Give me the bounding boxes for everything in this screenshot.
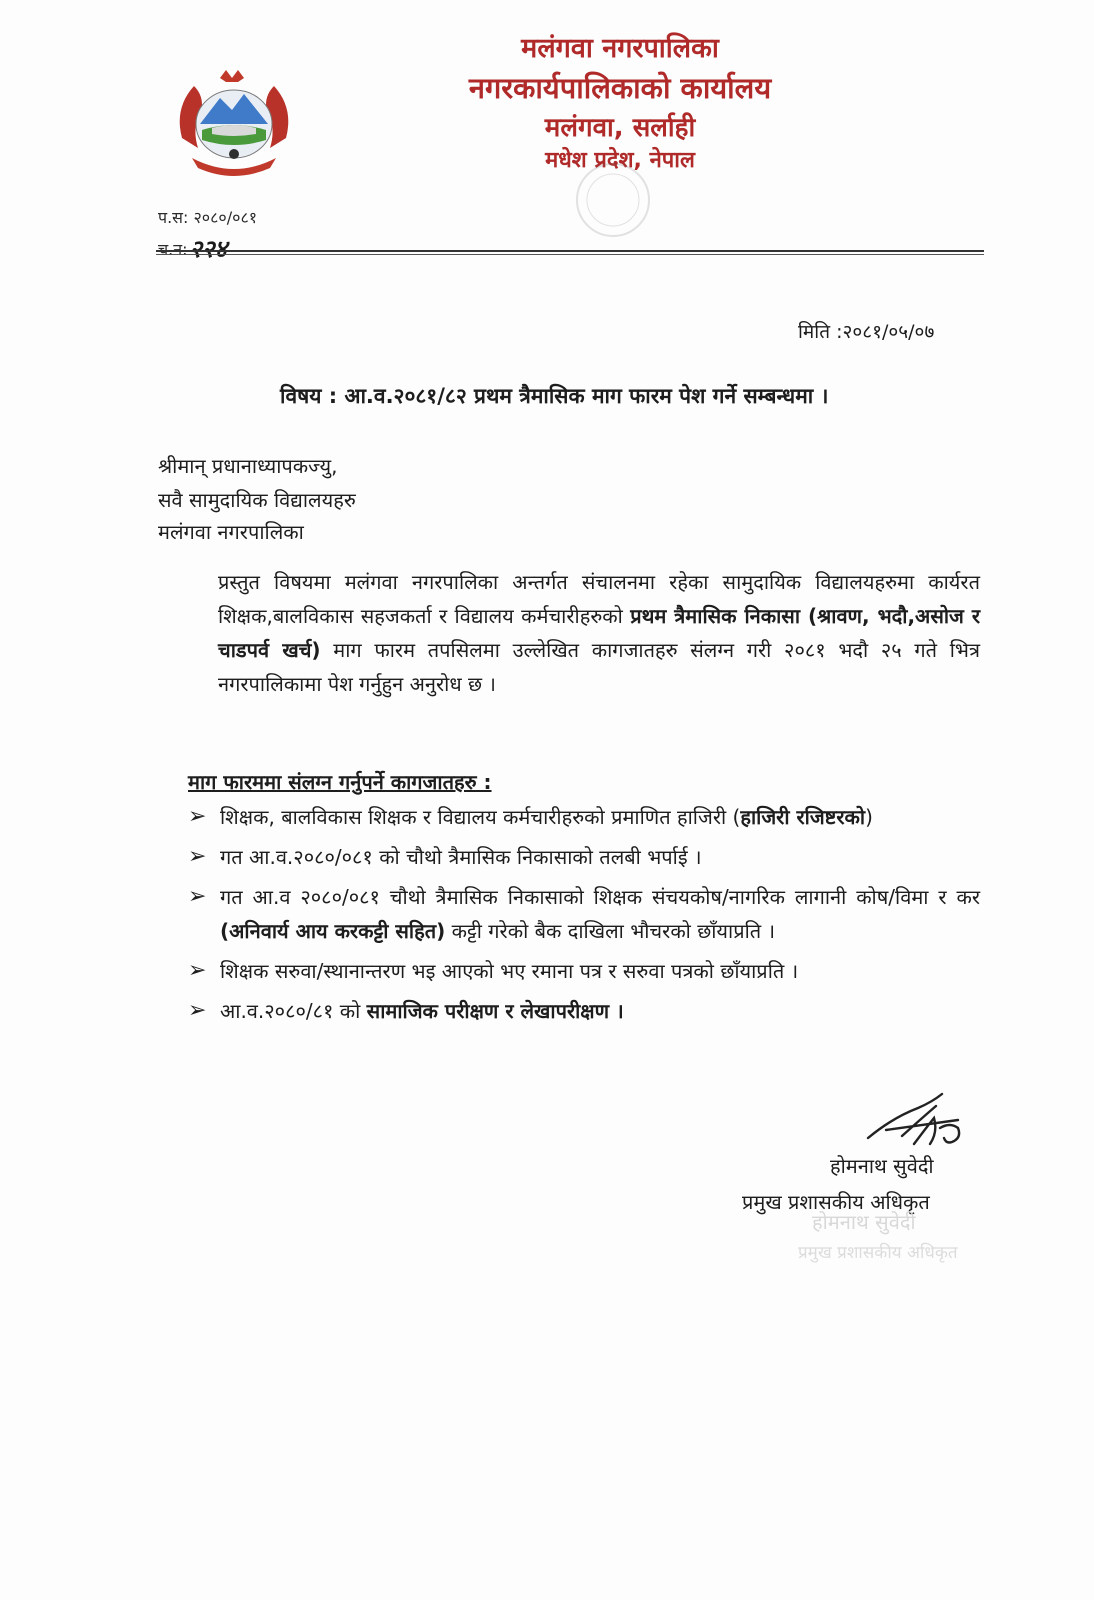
letterhead-province: मधेश प्रदेश, नेपाल (545, 148, 695, 173)
attachments-heading: माग फारममा संलग्न गर्नुपर्ने कागजातहरु : (188, 770, 492, 794)
arrow-bullet-icon: ➢ (188, 844, 207, 869)
reference-cn-label: च.न: (158, 240, 188, 259)
list-item-text: आ.व.२०८०/८१ को (220, 999, 367, 1023)
reference-cn-value: २२४ (189, 234, 227, 263)
stamp-title-ghost: प्रमुख प्रशासकीय अधिकृत (798, 1243, 958, 1263)
arrow-bullet-icon: ➢ (188, 998, 207, 1023)
list-item-tail: ) (865, 805, 873, 829)
stamp-name-ghost: होमनाथ सुवेदी (812, 1210, 916, 1234)
body-bold: प्रथम त्रैमासिक निकासा (श्रावण, भदौ,असोज र चाडपर्व खर्च) (218, 604, 981, 662)
letterhead-office: नगरकार्यपालिकाको कार्यालय (468, 71, 772, 105)
signatory-title: प्रमुख प्रशासकीय अधिकृत (742, 1190, 930, 1214)
list-item (188, 800, 980, 834)
arrow-bullet-icon: ➢ (188, 884, 207, 909)
addressee-line-1: श्रीमान् प्रधानाध्यापकज्यु, (158, 454, 338, 478)
list-item (188, 880, 980, 948)
letterhead-divider (156, 250, 984, 255)
body-part-1: प्रस्तुत विषयमा मलंगवा नगरपालिका अन्तर्गत संचालनमा रहेका सामुदायिक विद्यालयहरुमा कार्यरत शिक्षक,बालविकास सहजकर्ता र विद्यालय कर्मचारीहरुको (218, 570, 980, 628)
signatory-name: होमनाथ सुवेदी (830, 1154, 934, 1178)
list-item-text: शिक्षक सरुवा/स्थानान्तरण भइ आएको भए रमाना पत्र र सरुवा पत्रको छाँयाप्रति । (220, 959, 799, 983)
reference-ps: प.स: २०८०/०८१ (158, 208, 258, 227)
handwritten-signature-icon (862, 1088, 972, 1158)
list-item (188, 840, 980, 874)
faint-office-stamp-icon (538, 160, 688, 240)
addressee-line-2: सवै सामुदायिक विद्यालयहरु (158, 488, 356, 512)
list-item (188, 994, 980, 1028)
nepal-emblem-icon (172, 68, 296, 182)
list-item-bold: सामाजिक परीक्षण र लेखापरीक्षण । (366, 999, 624, 1023)
body-part-2: माग फारम तपसिलमा उल्लेखित कागजातहरु संलग्न गरी २०८१ भदौ २५ गते भित्र नगरपालिकामा पेश गर्नुहुन अनुरोध छ । (218, 638, 980, 696)
list-item-bold: हाजिरी रजिष्टरको (740, 805, 866, 829)
letterhead-municipality: मलंगवा नगरपालिका (521, 33, 719, 64)
list-item (188, 954, 980, 988)
list-item-tail: कट्टी गरेको बैक दाखिला भौचरको छाँयाप्रति । (445, 919, 776, 943)
letter-subject: विषय : आ.व.२०८१/८२ प्रथम त्रैमासिक माग फारम पेश गर्ने सम्बन्धमा । (280, 384, 829, 408)
attachments-list (188, 800, 980, 1034)
letterhead-location: मलंगवा, सर्लाही (544, 113, 696, 143)
letter-date: मिति :२०८१/०५/०७ (798, 321, 935, 343)
list-item-text: गत आ.व.२०८०/०८१ को चौथो त्रैमासिक निकासाको तलबी भर्पाई । (220, 845, 702, 869)
list-item-text: गत आ.व २०८०/०८१ चौथो त्रैमासिक निकासाको शिक्षक संचयकोष/नागरिक लागानी कोष/विमा र कर (220, 885, 980, 909)
arrow-bullet-icon: ➢ (188, 804, 207, 829)
addressee-line-3: मलंगवा नगरपालिका (158, 520, 304, 544)
letter-body (218, 565, 980, 701)
reference-cn (158, 230, 227, 263)
arrow-bullet-icon: ➢ (188, 958, 207, 983)
list-item-text: शिक्षक, बालविकास शिक्षक र विद्यालय कर्मचारीहरुको प्रमाणित हाजिरी ( (220, 805, 741, 829)
list-item-bold: (अनिवार्य आय करकट्टी सहित) (220, 919, 446, 943)
